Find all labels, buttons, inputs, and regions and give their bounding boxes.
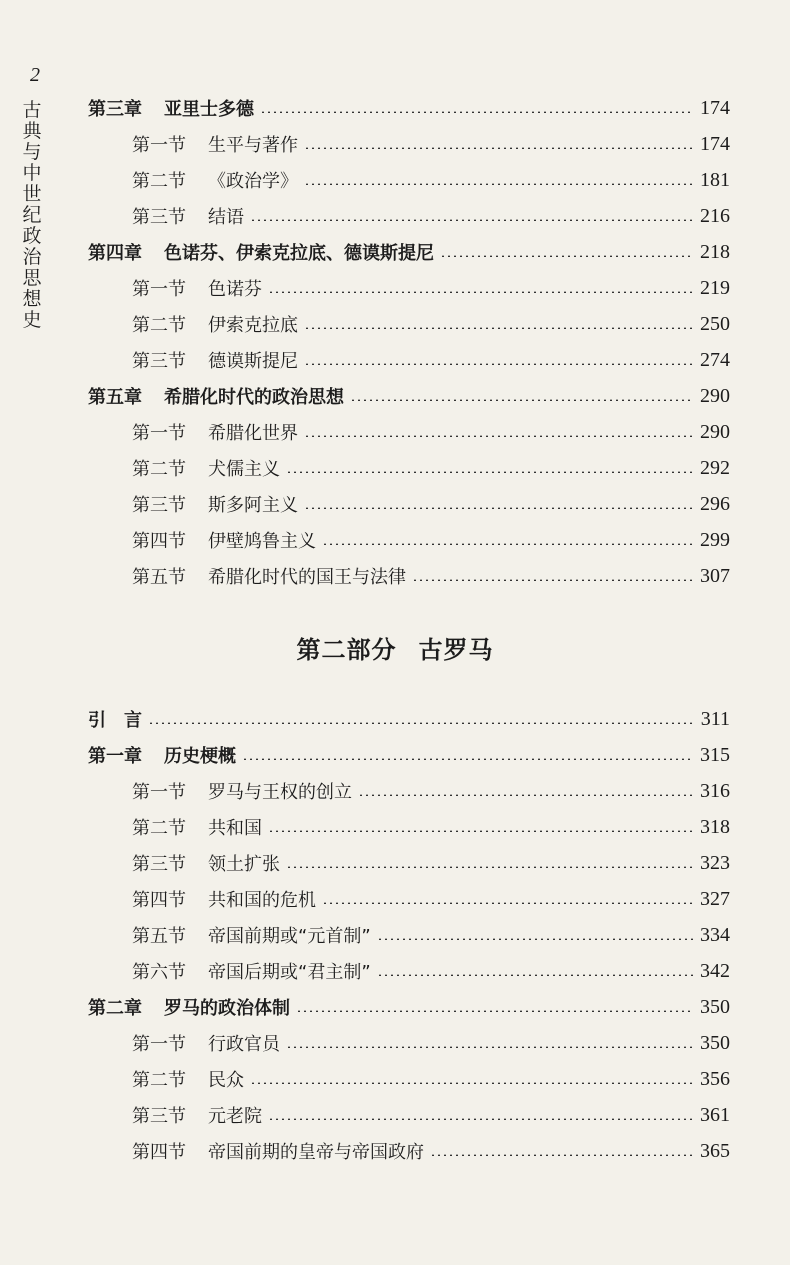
toc-chapter-row bbox=[88, 704, 730, 734]
toc-page-number: 307 bbox=[700, 564, 730, 587]
toc-entry-title: 《政治学》 bbox=[208, 171, 298, 192]
toc-section-row bbox=[88, 920, 730, 950]
toc-page-number: 290 bbox=[700, 384, 730, 407]
toc-page-number: 174 bbox=[700, 96, 730, 119]
toc-entry-label: 第二节 bbox=[132, 1070, 186, 1091]
toc-entry-label: 第一节 bbox=[132, 135, 186, 156]
toc-entry-label: 第三节 bbox=[132, 351, 186, 372]
toc-chapter-row bbox=[88, 381, 730, 411]
toc-page-number: 292 bbox=[700, 456, 730, 479]
part-title: 古罗马 bbox=[418, 635, 494, 664]
toc-page-number: 323 bbox=[700, 851, 730, 874]
toc-page-number: 216 bbox=[700, 204, 730, 227]
toc-entry-title: 共和国的危机 bbox=[208, 890, 316, 911]
toc-entry-label: 第二节 bbox=[132, 315, 186, 336]
toc-page-number: 327 bbox=[700, 887, 730, 910]
dot-leader bbox=[242, 758, 694, 760]
toc-entry-label: 第三章 bbox=[88, 99, 142, 120]
toc-page-number: 218 bbox=[700, 240, 730, 263]
toc-page-number: 361 bbox=[700, 1103, 730, 1126]
toc-entry-title: 犬儒主义 bbox=[208, 459, 280, 480]
toc-section-row bbox=[88, 561, 730, 591]
toc-entry-label: 第一章 bbox=[88, 746, 142, 767]
toc-section-row bbox=[88, 956, 730, 986]
toc-page-number: 174 bbox=[700, 132, 730, 155]
toc-entry-title: 领土扩张 bbox=[208, 854, 280, 875]
toc-section-row bbox=[88, 884, 730, 914]
toc-page-number: 311 bbox=[700, 707, 730, 730]
toc-page-number: 342 bbox=[700, 959, 730, 982]
toc-section-row bbox=[88, 417, 730, 447]
toc-entry-title: 行政官员 bbox=[208, 1034, 280, 1055]
part-heading bbox=[0, 630, 790, 665]
toc-entry-label: 第六节 bbox=[132, 962, 186, 983]
toc-entry-title: 希腊化世界 bbox=[208, 423, 298, 444]
toc-entry-label: 第三节 bbox=[132, 1106, 186, 1127]
toc-entry-label: 第一节 bbox=[132, 423, 186, 444]
toc-section-row bbox=[88, 489, 730, 519]
toc-page-number: 318 bbox=[700, 815, 730, 838]
dot-leader bbox=[304, 363, 694, 365]
dot-leader bbox=[286, 471, 694, 473]
toc-page-number: 356 bbox=[700, 1067, 730, 1090]
toc-entry-title: 罗马与王权的创立 bbox=[208, 782, 352, 803]
toc-entry-label: 第四节 bbox=[132, 1142, 186, 1163]
toc-section-row bbox=[88, 1064, 730, 1094]
toc-chapter-row bbox=[88, 93, 730, 123]
toc-entry-label: 第一节 bbox=[132, 782, 186, 803]
toc-entry-title: 结语 bbox=[208, 207, 244, 228]
toc-entry-label: 引 言 bbox=[88, 710, 142, 731]
dot-leader bbox=[250, 1082, 694, 1084]
page-number: 2 bbox=[30, 64, 40, 86]
toc-page-number: 350 bbox=[700, 1031, 730, 1054]
toc-entry-label: 第二节 bbox=[132, 818, 186, 839]
dot-leader bbox=[296, 1010, 694, 1012]
toc-section-row bbox=[88, 309, 730, 339]
toc-entry-title: 历史梗概 bbox=[164, 746, 236, 767]
dot-leader bbox=[304, 435, 694, 437]
toc-entry-label: 第二节 bbox=[132, 459, 186, 480]
toc-entry-title: 民众 bbox=[208, 1070, 244, 1091]
toc-entry-title: 德谟斯提尼 bbox=[208, 351, 298, 372]
dot-leader bbox=[322, 543, 694, 545]
toc-entry-label: 第五章 bbox=[88, 387, 142, 408]
toc-section-row bbox=[88, 129, 730, 159]
dot-leader bbox=[304, 507, 694, 509]
toc-entry-label: 第四章 bbox=[88, 243, 142, 264]
toc-page-number: 290 bbox=[700, 420, 730, 443]
toc-entry-label: 第四节 bbox=[132, 890, 186, 911]
toc-entry-title: 罗马的政治体制 bbox=[164, 998, 290, 1019]
toc-section-row bbox=[88, 201, 730, 231]
toc-section-row bbox=[88, 273, 730, 303]
toc-entry-label: 第五节 bbox=[132, 567, 186, 588]
toc-entry-title: 伊壁鸠鲁主义 bbox=[208, 531, 316, 552]
toc-page-number: 350 bbox=[700, 995, 730, 1018]
dot-leader bbox=[304, 147, 694, 149]
toc-entry-label: 第一节 bbox=[132, 1034, 186, 1055]
part-label: 第二部分 bbox=[296, 635, 397, 664]
dot-leader bbox=[350, 399, 694, 401]
toc-section-row bbox=[88, 848, 730, 878]
toc-page-number: 365 bbox=[700, 1139, 730, 1162]
running-title: 古典与中世纪政治思想史 bbox=[22, 99, 42, 331]
toc-section-row bbox=[88, 165, 730, 195]
dot-leader bbox=[440, 255, 694, 257]
toc-entry-title: 伊索克拉底 bbox=[208, 315, 298, 336]
toc-chapter-row bbox=[88, 740, 730, 770]
dot-leader bbox=[268, 1118, 694, 1120]
toc-section-row bbox=[88, 1028, 730, 1058]
toc-entry-title: 希腊化时代的政治思想 bbox=[164, 387, 344, 408]
dot-leader bbox=[412, 579, 694, 581]
toc-entry-title: 生平与著作 bbox=[208, 135, 298, 156]
toc-entry-title: 亚里士多德 bbox=[164, 99, 254, 120]
toc-chapter-row bbox=[88, 237, 730, 267]
toc-section-row bbox=[88, 776, 730, 806]
dot-leader bbox=[268, 830, 694, 832]
toc-entry-label: 第一节 bbox=[132, 279, 186, 300]
dot-leader bbox=[377, 938, 694, 940]
dot-leader bbox=[377, 974, 694, 976]
dot-leader bbox=[286, 1046, 694, 1048]
toc-page-number: 181 bbox=[700, 168, 730, 191]
toc-section-row bbox=[88, 812, 730, 842]
toc-section-row bbox=[88, 453, 730, 483]
toc-section-row bbox=[88, 1136, 730, 1166]
toc-entry-label: 第五节 bbox=[132, 926, 186, 947]
toc-entry-label: 第三节 bbox=[132, 854, 186, 875]
dot-leader bbox=[250, 219, 694, 221]
toc-entry-title: 帝国前期或“元首制” bbox=[208, 926, 371, 947]
toc-entry-title: 斯多阿主义 bbox=[208, 495, 298, 516]
toc-entry-label: 第四节 bbox=[132, 531, 186, 552]
toc-entry-label: 第三节 bbox=[132, 495, 186, 516]
dot-leader bbox=[358, 794, 694, 796]
toc-chapter-row bbox=[88, 992, 730, 1022]
toc-page-number: 316 bbox=[700, 779, 730, 802]
toc-entry-label: 第二章 bbox=[88, 998, 142, 1019]
toc-entry-title: 色诺芬、伊索克拉底、德谟斯提尼 bbox=[164, 243, 434, 264]
toc-entry-title: 色诺芬 bbox=[208, 279, 262, 300]
toc-entry-label: 第二节 bbox=[132, 171, 186, 192]
toc-entry-title: 帝国前期的皇帝与帝国政府 bbox=[208, 1142, 424, 1163]
dot-leader bbox=[260, 111, 694, 113]
toc-section-row bbox=[88, 345, 730, 375]
toc-section-row bbox=[88, 525, 730, 555]
dot-leader bbox=[148, 722, 695, 724]
dot-leader bbox=[430, 1154, 694, 1156]
toc-page-number: 334 bbox=[700, 923, 730, 946]
toc-page-number: 274 bbox=[700, 348, 730, 371]
dot-leader bbox=[322, 902, 694, 904]
dot-leader bbox=[268, 291, 694, 293]
dot-leader bbox=[286, 866, 694, 868]
dot-leader bbox=[304, 183, 694, 185]
toc-page-number: 296 bbox=[700, 492, 730, 515]
toc-page-number: 315 bbox=[700, 743, 730, 766]
toc-section-row bbox=[88, 1100, 730, 1130]
toc-entry-title: 共和国 bbox=[208, 818, 262, 839]
toc-entry-title: 元老院 bbox=[208, 1106, 262, 1127]
toc-page-number: 219 bbox=[700, 276, 730, 299]
toc-page-number: 250 bbox=[700, 312, 730, 335]
toc-entry-title: 帝国后期或“君主制” bbox=[208, 962, 371, 983]
dot-leader bbox=[304, 327, 694, 329]
toc-page-number: 299 bbox=[700, 528, 730, 551]
toc-entry-label: 第三节 bbox=[132, 207, 186, 228]
toc-entry-title: 希腊化时代的国王与法律 bbox=[208, 567, 406, 588]
